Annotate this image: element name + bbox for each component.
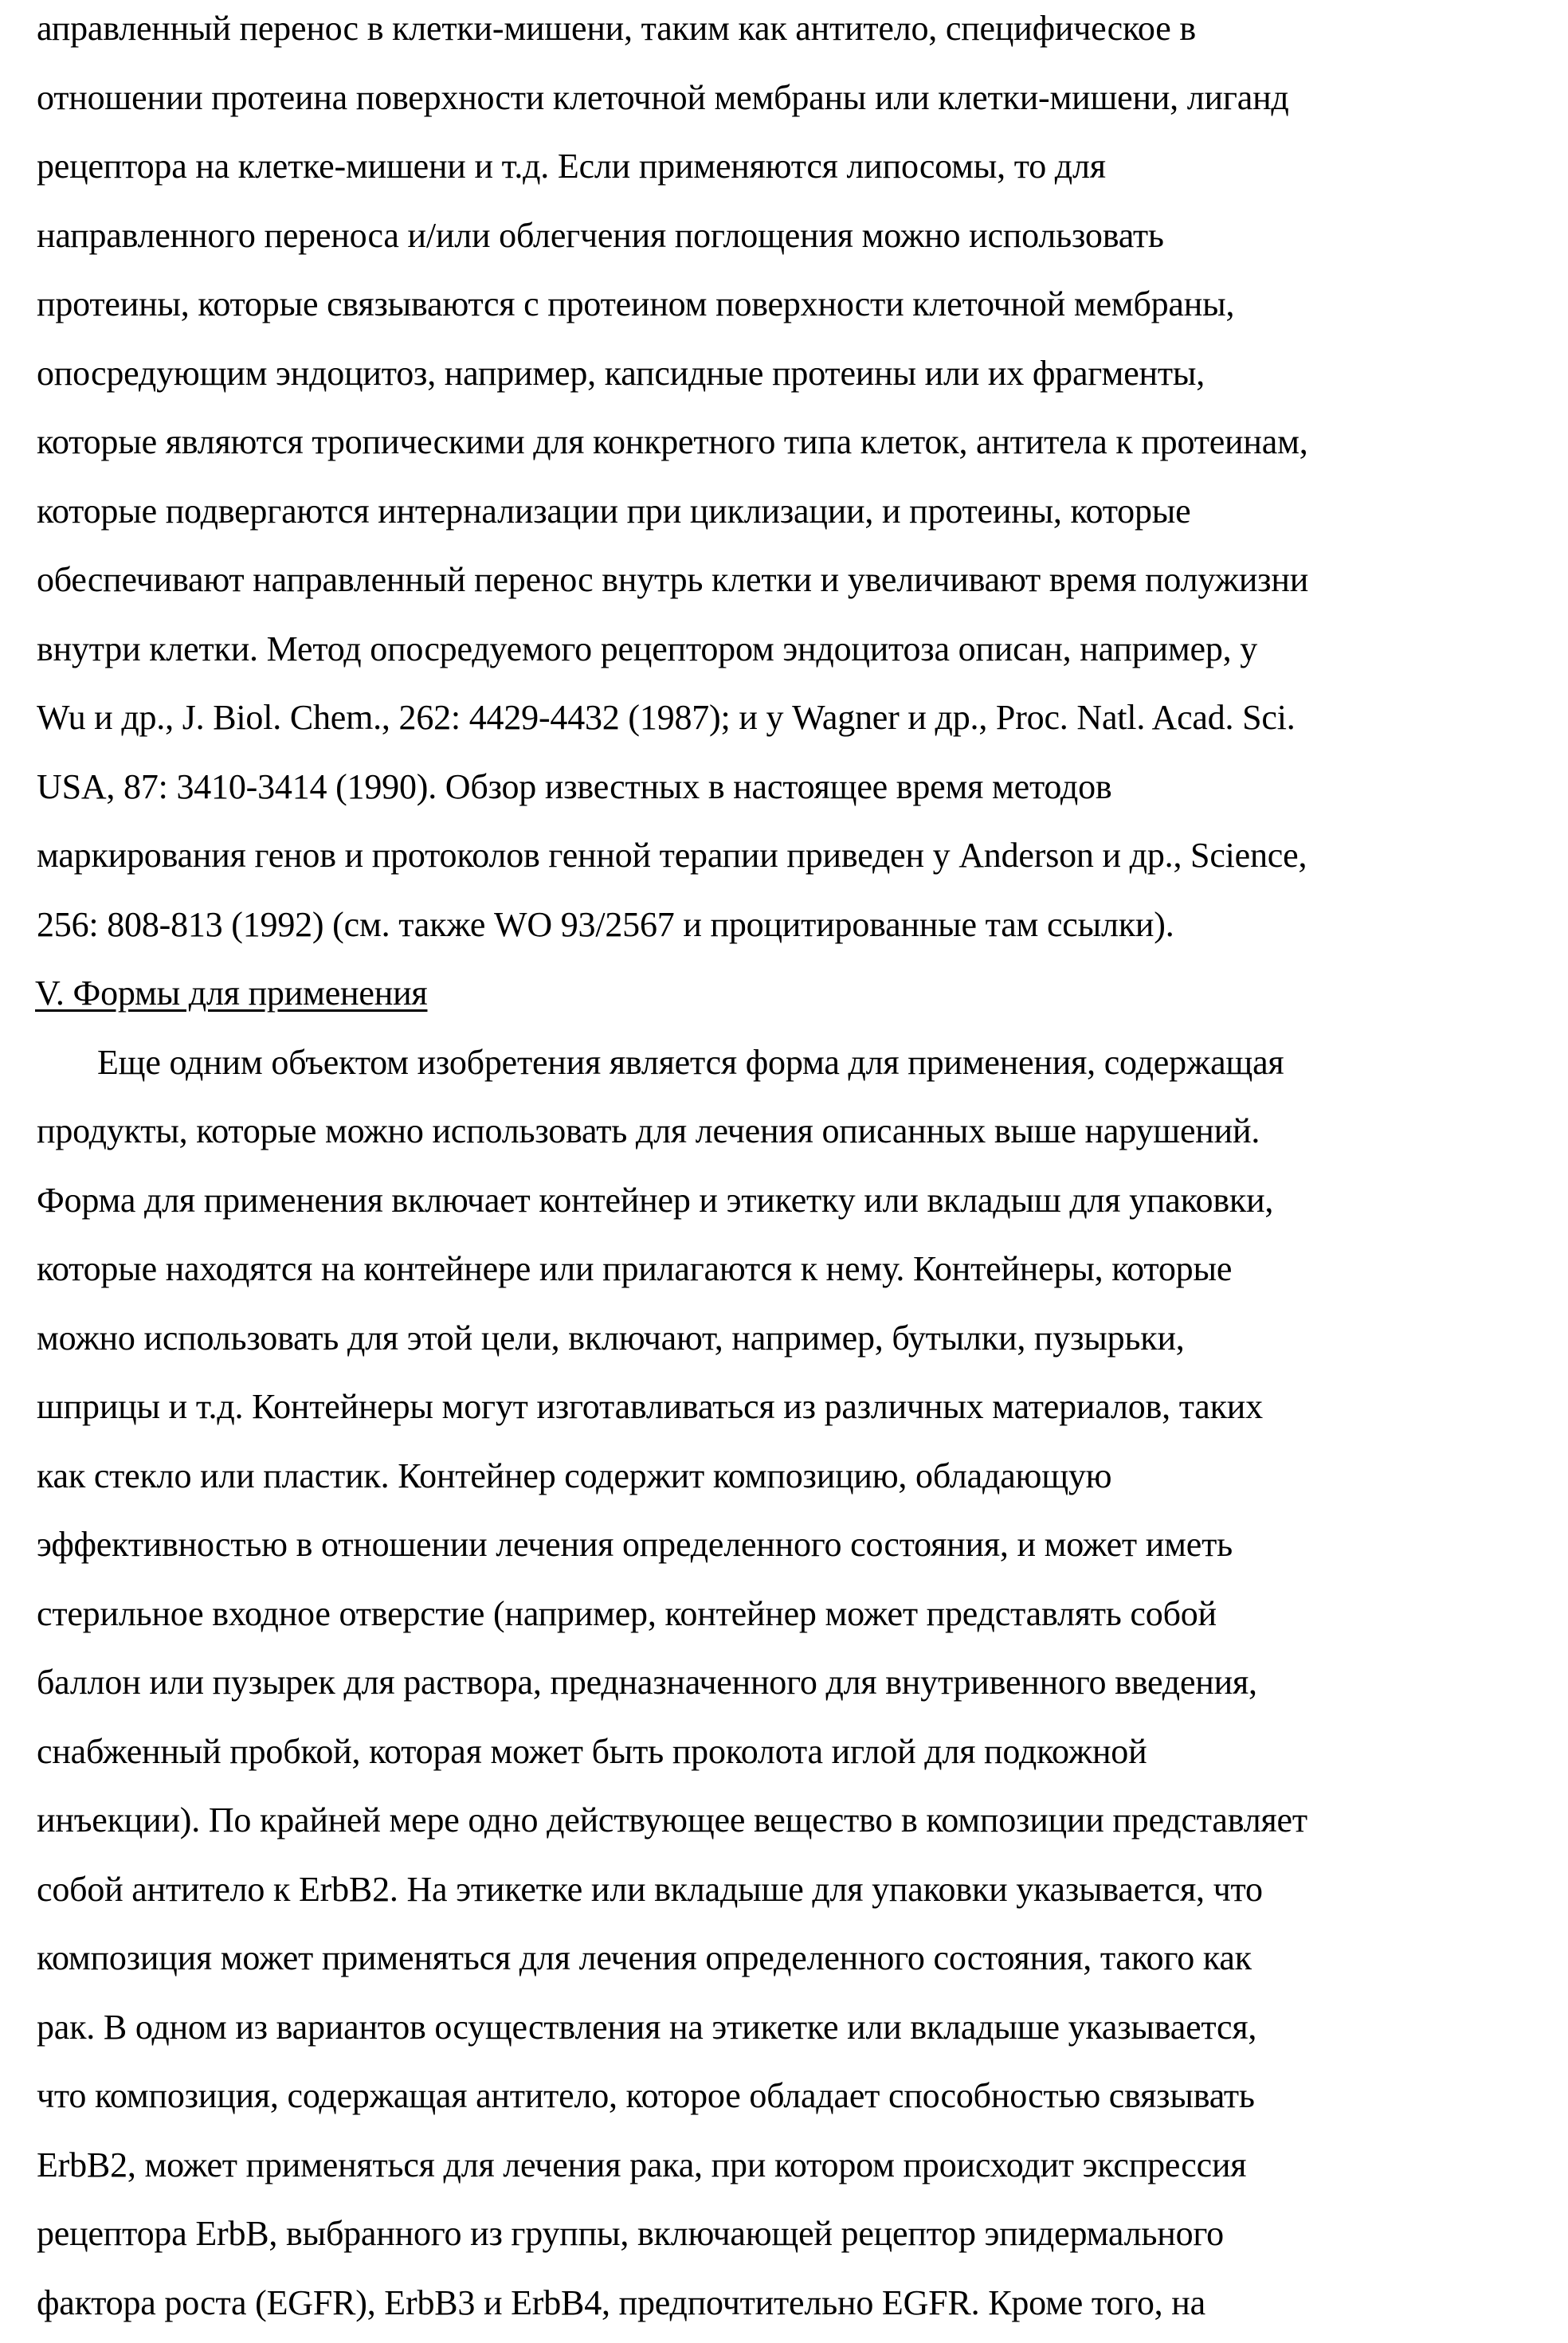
text-line: рецептора ErbB, выбранного из группы, включающей рецептор эпидермального [37,2214,1224,2253]
text-line: маркирования генов и протоколов генной терапии приведен у Anderson и др., Science, [37,836,1307,875]
text-line: Еще одним объектом изобретения является форма для применения, содержащая [97,1042,1284,1082]
text-line: 256: 808-813 (1992) (см. также WO 93/2567 и процитированные там ссылки). [37,904,1174,944]
text-line: можно использовать для этой цели, включают, например, бутылки, пузырьки, [37,1318,1185,1358]
text-line: отношении протеина поверхности клеточной мембраны или клетки-мишени, лиганд [37,77,1289,117]
text-line: обеспечивают направленный перенос внутрь клетки и увеличивают время полужизни [37,560,1309,599]
text-line: композиция может применяться для лечения определенного состояния, такого как [37,1938,1252,1977]
text-line: фактора роста (EGFR), ErbB3 и ErbB4, предпочтительно EGFR. Кроме того, на [37,2282,1205,2322]
text-line: шприцы и т.д. Контейнеры могут изготавливаться из различных материалов, таких [37,1387,1263,1426]
text-line: протеины, которые связываются с протеином поверхности клеточной мембраны, [37,284,1235,323]
text-line: USA, 87: 3410-3414 (1990). Обзор известных в настоящее время методов [37,766,1112,806]
text-line: рецептора на клетке-мишени и т.д. Если применяются липосомы, то для [37,147,1106,186]
text-line: собой антитело к ErbB2. На этикетке или вкладыше для упаковки указывается, что [37,1869,1263,1909]
text-line: опосредующим эндоцитоз, например, капсидные протеины или их фрагменты, [37,353,1205,393]
text-line: баллон или пузырек для раствора, предназначенного для внутривенного введения, [37,1663,1257,1702]
section-heading: V. Формы для применения [35,974,428,1013]
text-line: снабженный пробкой, которая может быть проколота иглой для подкожной [37,1731,1147,1771]
text-line: которые являются тропическими для конкретного типа клеток, антитела к протеинам, [37,422,1308,461]
text-line: Wu и др., J. Biol. Chem., 262: 4429-4432 (1987); и у Wagner и др., Proc. Natl. Acad. Sci. [37,698,1296,737]
text-line: которые подвергаются интернализации при циклизации, и протеины, которые [37,491,1191,531]
text-line: ErbB2, может применяться для лечения рака, при котором происходит экспрессия [37,2145,1247,2184]
text-line: аправленный перенос в клетки-мишени, таким как антитело, специфическое в [37,9,1196,48]
text-line: направленного переноса и/или облегчения поглощения можно использовать [37,215,1164,255]
text-line: внутри клетки. Метод опосредуемого рецептором эндоцитоза описан, например, у [37,629,1258,668]
text-line: инъекции). По крайней мере одно действующее вещество в композиции представляет [37,1800,1307,1840]
text-line: стерильное входное отверстие (например, контейнер может представлять собой [37,1593,1217,1633]
text-line: продукты, которые можно использовать для лечения описанных выше нарушений. [37,1111,1260,1150]
text-line: рак. В одном из вариантов осуществления на этикетке или вкладыше указывается, [37,2007,1257,2047]
text-line: которые находятся на контейнере или прилагаются к нему. Контейнеры, которые [37,1249,1233,1288]
text-line: эффективностью в отношении лечения определенного состояния, и может иметь [37,1525,1233,1564]
text-line: Форма для применения включает контейнер и этикетку или вкладыш для упаковки, [37,1180,1274,1220]
text-line: что композиция, содержащая антитело, которое обладает способностью связывать [37,2076,1255,2115]
text-line: как стекло или пластик. Контейнер содержит композицию, обладающую [37,1456,1112,1495]
